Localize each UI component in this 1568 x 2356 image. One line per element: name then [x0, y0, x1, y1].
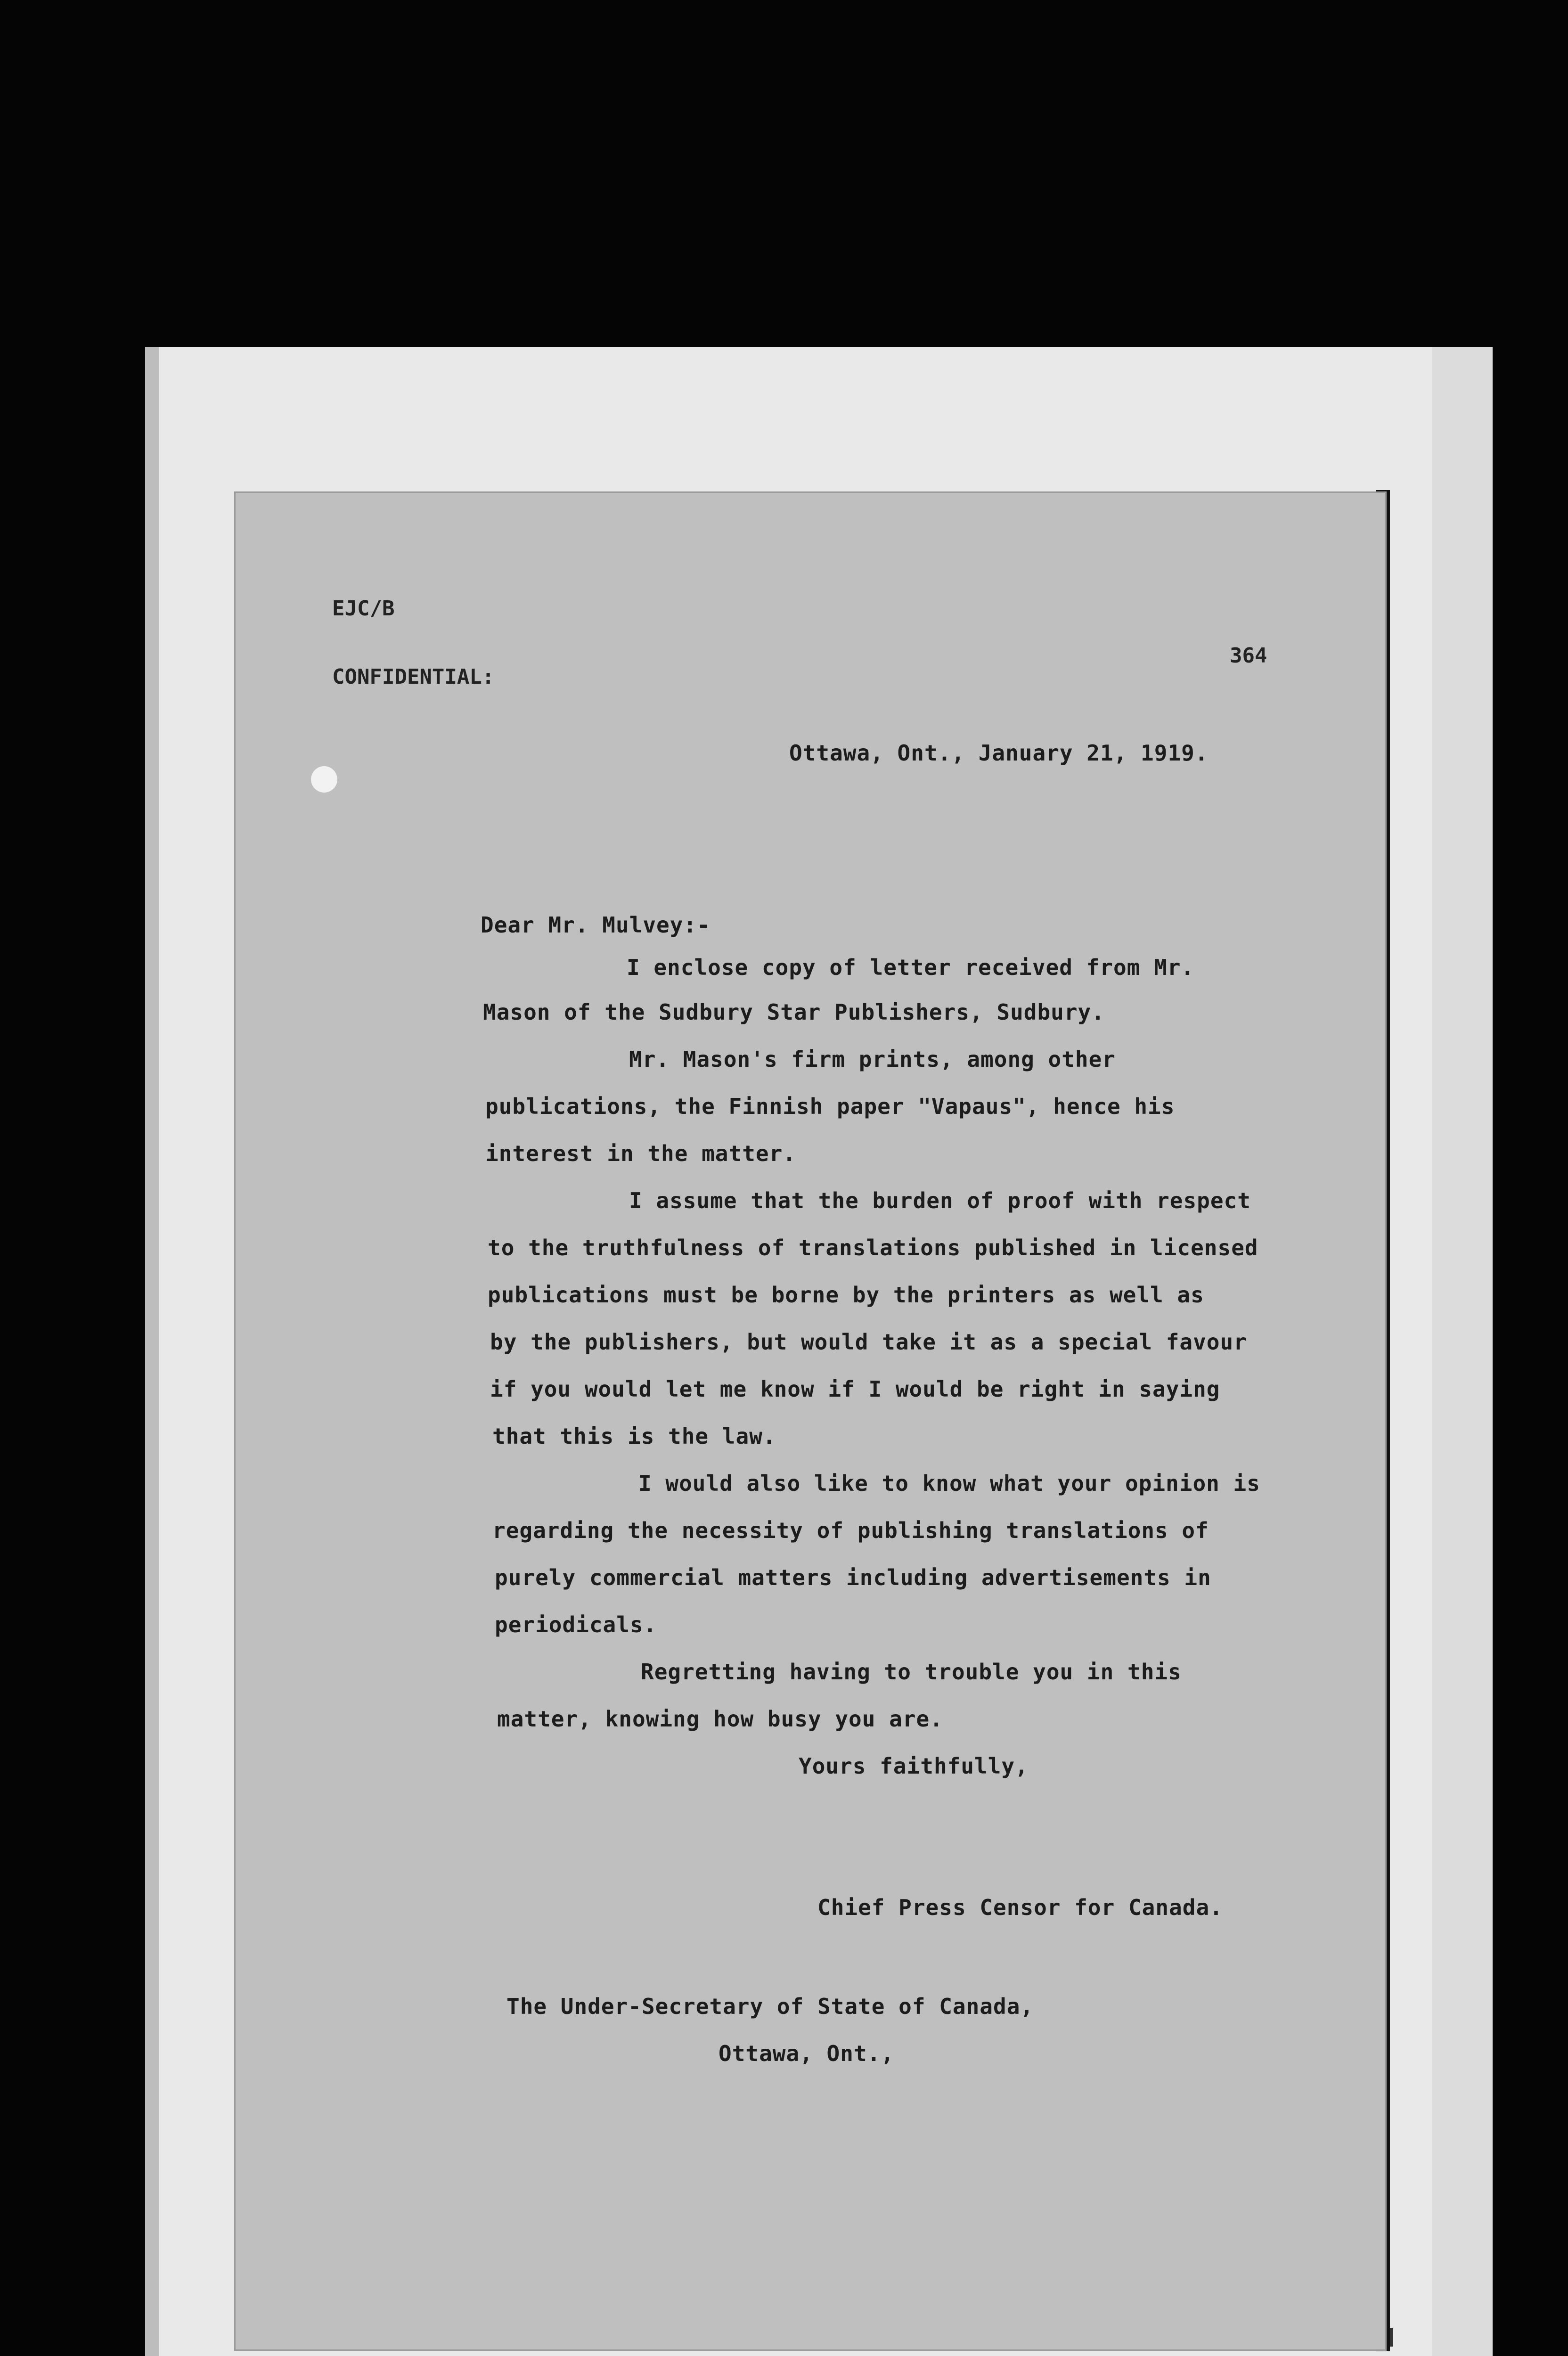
body-line: periodicals. [495, 1612, 657, 1637]
letter-closing: Yours faithfully, [799, 1753, 1029, 1779]
body-line: Mason of the Sudbury Star Publishers, Sudbury. [483, 999, 1105, 1025]
letter-classification: CONFIDENTIAL: [332, 665, 495, 689]
body-line: by the publishers, but would take it as a special favour [490, 1329, 1247, 1355]
letter-salutation: Dear Mr. Mulvey:- [481, 912, 710, 938]
body-line: I enclose copy of letter received from Mr. [627, 955, 1195, 980]
body-line: that this is the law. [492, 1423, 776, 1449]
body-line: regarding the necessity of publishing translations of [492, 1518, 1209, 1543]
letter-reference: EJC/B [332, 597, 395, 621]
body-line: interest in the matter. [485, 1141, 796, 1166]
body-line: Mr. Mason's firm prints, among other [629, 1047, 1116, 1072]
letter-addressee-line1: The Under-Secretary of State of Canada, [506, 1994, 1034, 2019]
mount-edge [1432, 347, 1493, 2356]
edge-mark [1390, 2328, 1393, 2347]
letter-signature-title: Chief Press Censor for Canada. [817, 1895, 1223, 1920]
body-line: if you would let me know if I would be right in saying [490, 1376, 1220, 1402]
letter-addressee-line2: Ottawa, Ont., [719, 2041, 895, 2066]
letter-page [236, 493, 1385, 2349]
body-line: purely commercial matters including advertisements in [495, 1565, 1211, 1590]
body-line: publications, the Finnish paper "Vapaus", hence his [485, 1094, 1175, 1119]
body-line: publications must be borne by the printers as well as [488, 1282, 1204, 1308]
letter-file-number: 364 [1230, 644, 1267, 668]
body-line: I would also like to know what your opinion is [638, 1471, 1260, 1496]
letter-dateline: Ottawa, Ont., January 21, 1919. [789, 740, 1209, 766]
punch-hole [311, 766, 337, 793]
body-line: Regretting having to trouble you in this [641, 1659, 1182, 1685]
body-line: to the truthfulness of translations published in licensed [488, 1235, 1258, 1260]
body-line: I assume that the burden of proof with respect [629, 1188, 1251, 1213]
body-line: matter, knowing how busy you are. [497, 1706, 943, 1732]
